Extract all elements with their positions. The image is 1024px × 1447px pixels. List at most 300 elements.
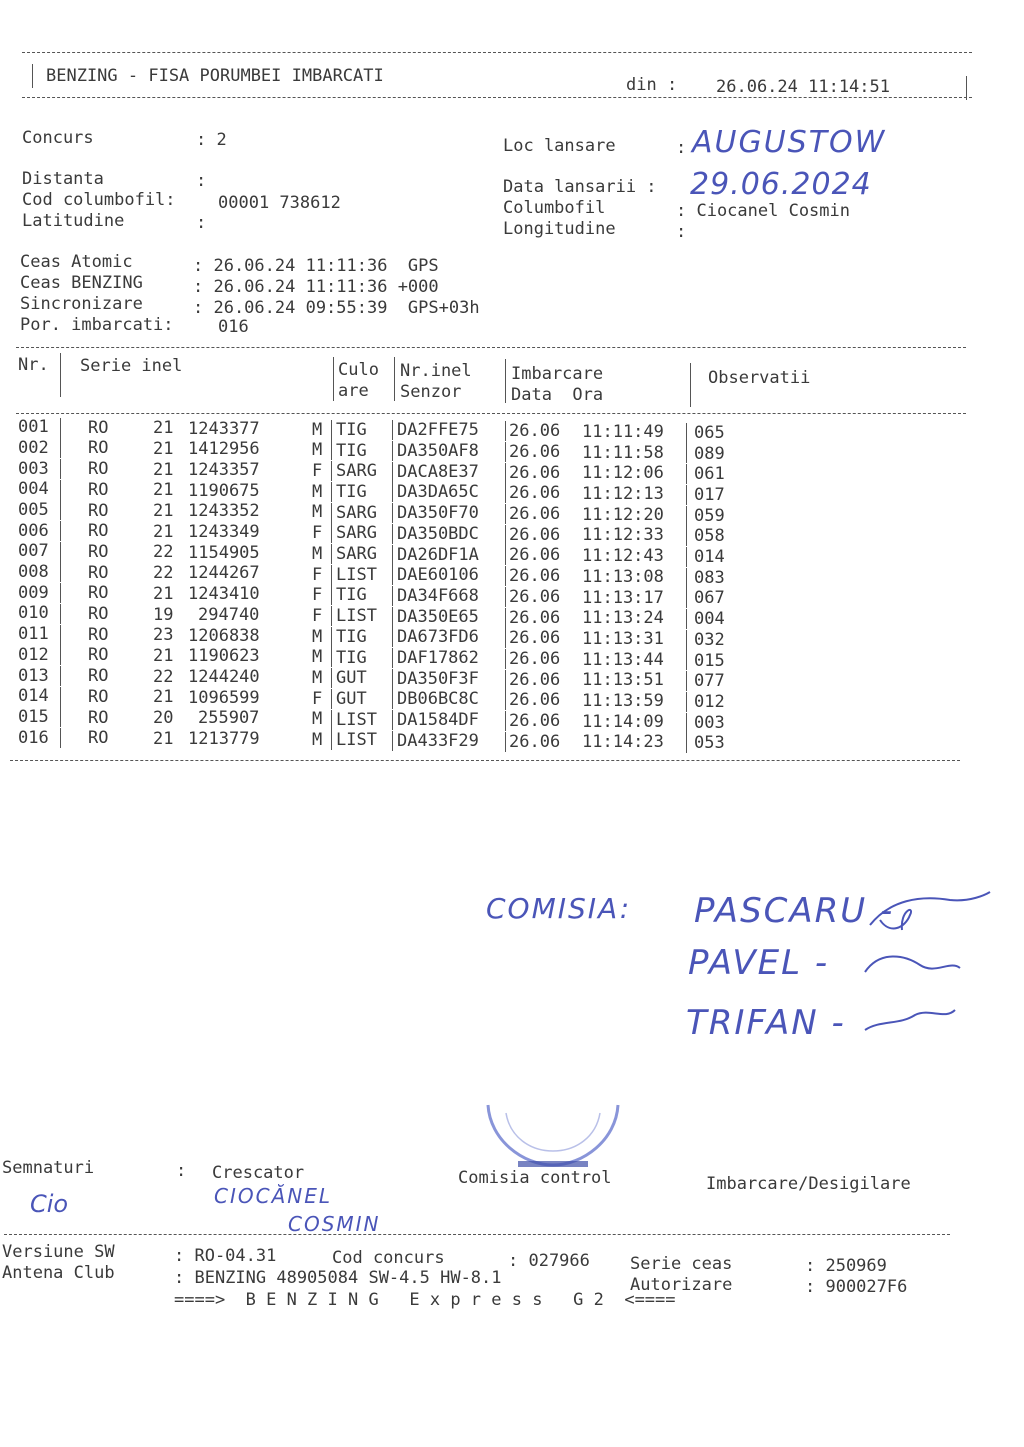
row-nr: 010 [18,603,49,624]
row-observation: 015 [694,650,725,671]
sincronizare-label: Sincronizare [20,294,143,314]
row-year: 23 [153,625,174,646]
document-title: BENZING - FISA PORUMBEI IMBARCATI [46,66,384,86]
row-divider [60,604,61,624]
col-header-imbarcare-1: Imbarcare [511,364,604,384]
row-year: 19 [153,604,174,625]
row-sex: M [312,481,323,502]
row-divider [60,459,61,479]
row-divider [505,421,506,441]
header-top-rule [22,52,972,53]
row-divider [505,483,506,503]
row-divider [505,732,506,752]
row-color: TIG [336,626,367,647]
row-divider [686,568,687,588]
comisia-label-handwritten: COMISIA: [486,892,632,925]
row-observation: 059 [694,505,725,526]
row-nr: 011 [18,624,49,645]
antena-club-value: : BENZING 48905084 SW-4.5 HW-8.1 [174,1268,502,1288]
row-date: 26.06 [509,441,561,462]
row-color: SARG [336,523,377,544]
row-nr: 006 [18,520,49,541]
row-sensor: DA2FFE75 [397,420,479,441]
distanta-value: : [196,171,207,191]
autorizare-label: Autorizare [630,1275,733,1295]
row-date: 26.06 [509,462,561,483]
row-divider [505,670,506,690]
row-sensor: DAF17862 [397,648,479,669]
row-observation: 014 [694,547,725,568]
row-ring-number: 1213779 [188,729,260,750]
row-sensor: DB06BC8C [397,689,479,710]
ceas-atomic-label: Ceas Atomic [20,252,133,272]
comisia-member-2-handwritten: PAVEL - [688,943,830,983]
row-divider [392,710,393,730]
row-divider [60,542,61,562]
ceas-benzing-value: : 26.06.24 11:11:36 +000 [193,277,439,297]
serie-ceas-value: : 250969 [805,1256,887,1276]
row-sex: F [312,523,323,544]
row-ring-number: 1154905 [188,542,260,563]
row-time: 11:11:49 [582,421,664,442]
row-divider [392,482,393,502]
loc-lansare-handwritten: AUGUSTOW [692,125,887,160]
row-observation: 089 [694,443,725,464]
row-ring-number: 1243349 [188,522,260,543]
row-observation: 065 [694,422,725,443]
crescator-label: Crescator [212,1163,305,1183]
row-country: RO [88,417,109,438]
latitudine-label: Latitudine [22,211,125,231]
row-observation: 017 [694,484,725,505]
row-observation: 077 [694,671,725,692]
row-color: SARG [336,544,377,565]
row-year: 21 [153,438,174,459]
col-divider-4 [505,359,506,403]
row-sex: M [312,668,323,689]
row-divider [505,649,506,669]
semnaturi-colon: : [176,1161,187,1181]
row-date: 26.06 [509,628,561,649]
row-color: LIST [336,709,377,730]
header-din-label: din : [626,75,678,95]
row-sex: M [312,709,323,730]
row-divider [331,710,332,730]
table-bottom-rule [10,760,960,761]
row-color: SARG [336,502,377,523]
row-date: 26.06 [509,421,561,442]
row-divider [392,731,393,751]
row-divider [505,628,506,648]
row-observation: 032 [694,629,725,650]
row-divider [686,526,687,546]
row-year: 22 [153,542,174,563]
row-sensor: DA26DF1A [397,544,479,565]
loc-lansare-label: Loc lansare [503,136,616,156]
row-country: RO [88,645,109,666]
row-divider [686,609,687,629]
row-divider [686,630,687,650]
row-divider [505,690,506,710]
row-color: SARG [336,461,377,482]
row-country: RO [88,604,109,625]
col-header-nr: Nr. [18,355,49,375]
row-divider [505,463,506,483]
row-sensor: DA350F70 [397,503,479,524]
row-country: RO [88,583,109,604]
row-year: 21 [153,521,174,542]
row-color: TIG [336,419,367,440]
row-ring-number: 1412956 [188,439,260,460]
row-divider [331,482,332,502]
columbofil-label: Columbofil [503,198,606,218]
cod-concurs-label: Cod concurs [332,1248,445,1268]
row-divider [686,547,687,567]
row-divider [505,711,506,731]
col-header-culoare-1: Culo [338,360,379,380]
row-date: 26.06 [509,690,561,711]
row-time: 11:13:08 [582,566,664,587]
row-sex: F [312,461,323,482]
row-observation: 003 [694,712,725,733]
header-datetime: 26.06.24 11:14:51 [716,77,890,97]
row-sex: F [312,585,323,606]
row-date: 26.06 [509,524,561,545]
row-divider [392,565,393,585]
row-divider [331,668,332,688]
row-divider [392,689,393,709]
row-divider [505,608,506,628]
row-divider [331,440,332,460]
row-time: 11:13:31 [582,628,664,649]
row-nr: 003 [18,458,49,479]
row-sex: F [312,688,323,709]
row-divider [392,545,393,565]
row-divider [686,506,687,526]
row-divider [331,606,332,626]
row-country: RO [88,666,109,687]
row-color: LIST [336,606,377,627]
row-color: GUT [336,688,367,709]
row-color: TIG [336,585,367,606]
row-country: RO [88,541,109,562]
row-date: 26.06 [509,669,561,690]
col-divider-3 [394,357,395,401]
row-divider [505,442,506,462]
footer-top-rule [4,1234,950,1235]
autorizare-value: : 900027F6 [805,1277,908,1297]
row-time: 11:14:23 [582,732,664,753]
row-date: 26.06 [509,545,561,566]
comisia-member-3-handwritten: TRIFAN - [686,1003,846,1043]
row-country: RO [88,624,109,645]
row-color: TIG [336,647,367,668]
row-nr: 015 [18,706,49,727]
col-divider-1 [60,353,61,397]
data-lansarii-label: Data lansarii : [503,177,657,197]
row-divider [331,523,332,543]
row-sensor: DA350AF8 [397,441,479,462]
row-color: LIST [336,564,377,585]
row-divider [60,583,61,603]
row-sex: M [312,419,323,440]
por-imbarcati-value: 016 [218,317,249,337]
row-ring-number: 1206838 [188,625,260,646]
row-divider [60,521,61,541]
row-year: 21 [153,480,174,501]
versiune-label: Versiune SW [2,1242,115,1262]
row-divider [686,671,687,691]
row-divider [60,438,61,458]
distanta-label: Distanta [22,169,104,189]
row-divider [686,733,687,753]
row-divider [392,607,393,627]
row-sensor: DAE60106 [397,565,479,586]
row-ring-number: 1096599 [188,687,260,708]
stamp-mark [478,1095,628,1175]
row-divider [60,707,61,727]
row-sensor: DA350F3F [397,668,479,689]
row-country: RO [88,521,109,542]
row-divider [331,627,332,647]
row-sex: M [312,647,323,668]
row-time: 11:14:09 [582,711,664,732]
serie-ceas-label: Serie ceas [630,1254,733,1274]
row-date: 26.06 [509,483,561,504]
col-header-serie-inel: Serie inel [80,356,183,376]
row-year: 21 [153,459,174,480]
row-date: 26.06 [509,586,561,607]
col-header-culoare-2: are [338,381,369,401]
row-sex: M [312,543,323,564]
col-header-nr-inel-2: Senzor [400,382,462,402]
row-divider [60,645,61,665]
row-divider [686,588,687,608]
row-sex: M [312,502,323,523]
row-ring-number: 1243357 [188,459,260,480]
ceas-atomic-value: : 26.06.24 11:11:36 GPS [193,256,439,276]
row-divider [392,669,393,689]
row-divider [60,500,61,520]
row-time: 11:12:43 [582,546,664,567]
row-time: 11:13:24 [582,608,664,629]
row-country: RO [88,728,109,749]
row-divider [331,461,332,481]
row-color: GUT [336,668,367,689]
row-nr: 005 [18,499,49,520]
row-sex: M [312,626,323,647]
crescator-name-line-1: CIOCĂNEL [214,1184,332,1208]
imbarcare-desigilare-label: Imbarcare/Desigilare [706,1174,911,1194]
row-nr: 001 [18,417,49,438]
row-nr: 007 [18,541,49,562]
header-bottom-rule [22,97,972,98]
row-sensor: DA1584DF [397,710,479,731]
semnaturi-label: Semnaturi [2,1158,95,1178]
row-divider [392,503,393,523]
row-sensor: DA433F29 [397,730,479,751]
row-divider [331,503,332,523]
por-imbarcati-label: Por. imbarcati: [20,315,174,335]
row-time: 11:13:44 [582,649,664,670]
row-divider [392,462,393,482]
row-observation: 067 [694,588,725,609]
crescator-signature: Cio [30,1190,69,1218]
row-divider [686,443,687,463]
row-sensor: DA673FD6 [397,627,479,648]
concurs-value: : 2 [196,130,227,150]
row-year: 22 [153,666,174,687]
row-divider [392,586,393,606]
row-divider [60,687,61,707]
antena-club-label: Antena Club [2,1263,115,1283]
row-time: 11:13:17 [582,587,664,608]
row-divider [686,464,687,484]
row-divider [60,418,61,438]
row-date: 26.06 [509,731,561,752]
row-date: 26.06 [509,566,561,587]
row-country: RO [88,686,109,707]
row-date: 26.06 [509,504,561,525]
col-header-observatii: Observatii [708,368,811,388]
row-ring-number: 1243377 [188,418,260,439]
row-ring-number: 1190675 [188,480,260,501]
row-time: 11:12:06 [582,463,664,484]
row-date: 26.06 [509,648,561,669]
comisia-signature-marks [860,880,1000,1060]
row-nr: 016 [18,727,49,748]
row-time: 11:12:20 [582,504,664,525]
comisia-member-1-handwritten: PASCARU - [694,891,895,931]
row-observation: 004 [694,609,725,630]
row-observation: 058 [694,526,725,547]
row-ring-number: 1243410 [188,584,260,605]
row-divider [686,485,687,505]
row-divider [686,650,687,670]
row-divider [60,666,61,686]
row-ring-number: 1190623 [188,646,260,667]
row-divider [686,423,687,443]
row-observation: 053 [694,733,725,754]
row-color: LIST [336,730,377,751]
row-sensor: DA3DA65C [397,482,479,503]
row-divider [686,692,687,712]
row-country: RO [88,707,109,728]
row-observation: 061 [694,464,725,485]
row-divider [505,525,506,545]
row-divider [686,713,687,733]
row-ring-number: 255907 [198,708,260,729]
table-top-rule [16,347,966,348]
row-ring-number: 1244267 [188,563,260,584]
row-nr: 014 [18,686,49,707]
row-divider [505,545,506,565]
row-divider [331,544,332,564]
row-nr: 002 [18,437,49,458]
longitudine-value: : [676,222,687,242]
row-sex: M [312,440,323,461]
row-ring-number: 294740 [198,604,260,625]
row-year: 21 [153,418,174,439]
longitudine-label: Longitudine [503,219,616,239]
row-divider [331,585,332,605]
row-sensor: DACA8E37 [397,461,479,482]
columbofil-value: : Ciocanel Cosmin [676,201,850,221]
row-sex: F [312,605,323,626]
row-time: 11:12:33 [582,525,664,546]
col-divider-2 [333,357,334,401]
row-sex: F [312,564,323,585]
row-divider [505,566,506,586]
row-nr: 009 [18,582,49,603]
row-nr: 008 [18,562,49,583]
row-year: 21 [153,645,174,666]
ceas-benzing-label: Ceas BENZING [20,273,143,293]
row-divider [505,587,506,607]
row-time: 11:12:13 [582,484,664,504]
row-sensor: DA350E65 [397,606,479,627]
row-sex: M [312,730,323,751]
row-divider [392,524,393,544]
header-left-bar [32,64,33,88]
row-divider [505,504,506,524]
row-divider [392,648,393,668]
table-header-rule [16,413,966,414]
row-sensor: DA34F668 [397,585,479,606]
row-divider [392,441,393,461]
col-header-nr-inel-1: Nr.inel [400,361,472,381]
versiune-value: : RO-04.31 [174,1246,277,1266]
row-country: RO [88,562,109,583]
row-ring-number: 1243352 [188,501,260,522]
row-country: RO [88,479,109,500]
row-divider [392,420,393,440]
row-sensor: DA350BDC [397,523,479,544]
row-divider [331,420,332,440]
row-nr: 012 [18,644,49,665]
row-time: 11:13:51 [582,670,664,691]
cod-columbofil-value: 00001 738612 [218,193,341,213]
row-divider [392,627,393,647]
row-time: 11:13:59 [582,691,664,711]
comisia-control-label: Comisia control [458,1168,612,1188]
row-divider [331,689,332,709]
col-header-imbarcare-2: Data Ora [511,385,604,405]
row-color: TIG [336,440,367,461]
latitudine-value: : [196,213,207,233]
row-divider [331,730,332,750]
row-year: 21 [153,687,174,708]
crescator-name-line-2: COSMIN [288,1212,381,1236]
cod-concurs-value: : 027966 [508,1251,590,1271]
row-divider [60,728,61,748]
sincronizare-value: : 26.06.24 09:55:39 GPS+03h [193,298,480,318]
row-country: RO [88,500,109,521]
col-divider-5 [690,363,691,407]
loc-lansare-colon: : [676,138,687,158]
row-year: 22 [153,563,174,584]
row-nr: 013 [18,665,49,686]
row-country: RO [88,459,109,480]
brand-line: ====> B E N Z I N G E x p r e s s G 2 <==== [174,1290,676,1310]
concurs-label: Concurs [22,128,94,148]
row-observation: 012 [694,691,725,712]
row-divider [331,565,332,585]
row-time: 11:11:58 [582,442,664,463]
row-year: 20 [153,708,174,729]
row-country: RO [88,438,109,459]
row-ring-number: 1244240 [188,666,260,687]
